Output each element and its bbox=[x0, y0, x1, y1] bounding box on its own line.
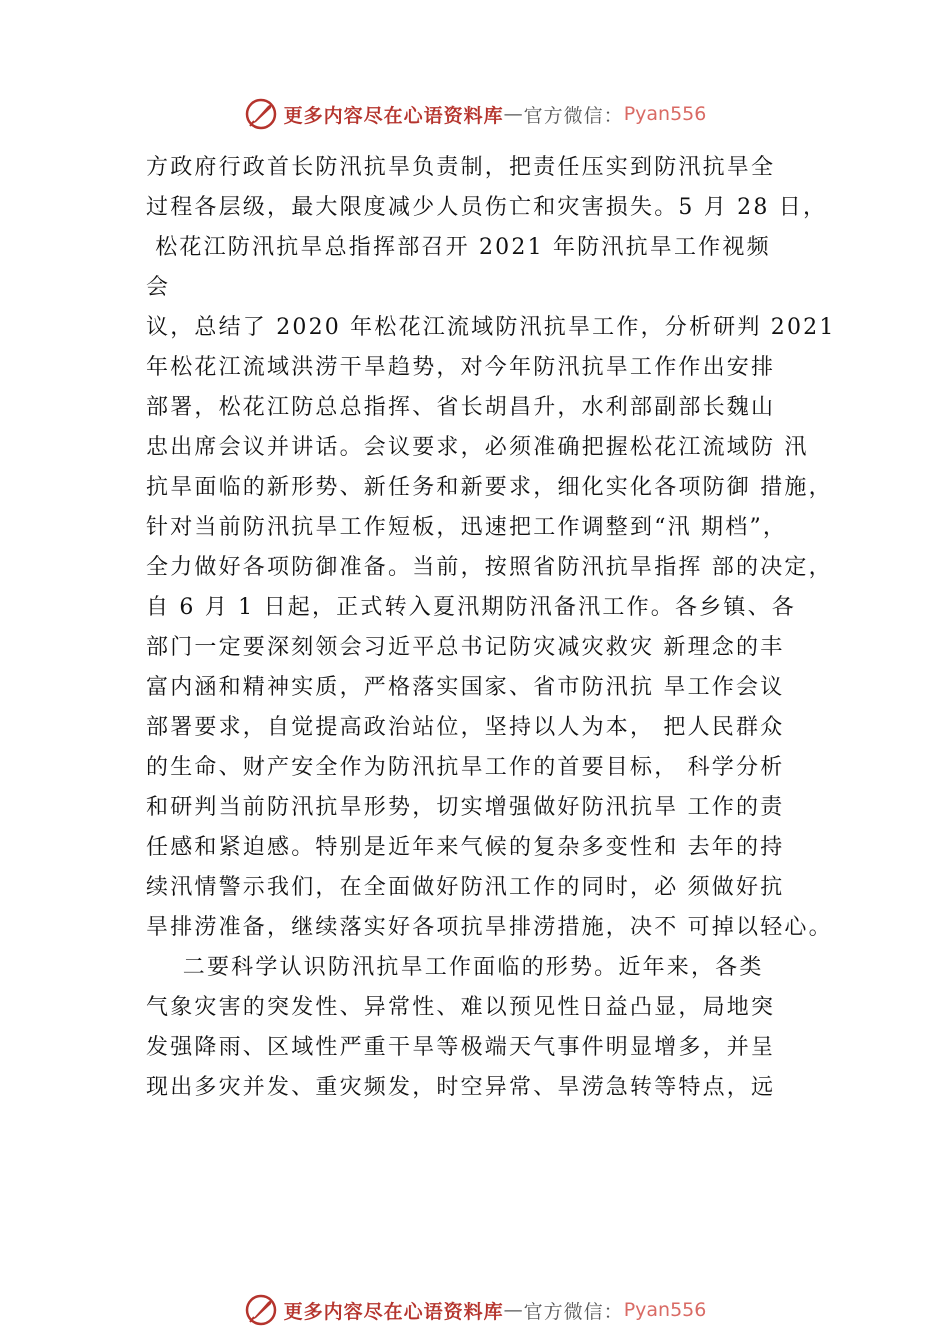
text-line: 议，总结了 2020 年松花江流域防汛抗旱工作，分析研判 2021 bbox=[146, 315, 836, 340]
header-banner bbox=[0, 94, 950, 134]
text-line: 过程各层级，最大限度减少人员伤亡和灾害损失。5 月 28 日， bbox=[146, 195, 828, 220]
text-line: 抗旱面临的新形势、新任务和新要求，细化实化各项防御 措施， bbox=[146, 475, 833, 500]
text-line: 发强降雨、区域性严重干旱等极端天气事件明显增多，并呈 bbox=[146, 1035, 776, 1060]
text-line: 旱排涝准备，继续落实好各项抗旱排涝措施，决不 可掉以轻心。 bbox=[146, 915, 833, 940]
text-line: 方政府行政首长防汛抗旱负责制，把责任压实到防汛抗旱全 bbox=[146, 155, 776, 180]
banner-official-text: 官方微信： bbox=[523, 104, 624, 127]
text-line: 二要科学认识防汛抗旱工作面临的形势。近年来，各类 bbox=[146, 955, 764, 980]
text-line: 气象灾害的突发性、异常性、难以预见性日益凸显，局地突 bbox=[146, 995, 776, 1020]
text-line: 续汛情警示我们，在全面做好防汛工作的同时，必 须做好抗 bbox=[146, 875, 785, 900]
text-line: 全力做好各项防御准备。当前，按照省防汛抗旱指挥 部的决定， bbox=[146, 555, 833, 580]
text-line: 和研判当前防汛抗旱形势，切实增强做好防汛抗旱 工作的责 bbox=[146, 795, 785, 820]
quill-circle-icon bbox=[244, 1293, 278, 1327]
text-line: 自 6 月 1 日起，正式转入夏汛期防汛备汛工作。各乡镇、各 bbox=[146, 595, 796, 620]
text-line: 任感和紧迫感。特别是近年来气候的复杂多变性和 去年的持 bbox=[146, 835, 785, 860]
text-line: 针对当前防汛抗旱工作短板，迅速把工作调整到“汛 期档”， bbox=[146, 515, 788, 540]
banner-official-text: 官方微信： bbox=[523, 1300, 624, 1323]
quill-circle-icon bbox=[244, 97, 278, 131]
document-body bbox=[146, 148, 846, 1108]
text-line: 富内涵和精神实质，严格落实国家、省市防汛抗 旱工作会议 bbox=[146, 675, 785, 700]
banner-dash: — bbox=[503, 1299, 524, 1321]
banner-site-text: 更多内容尽在心语资料库 bbox=[283, 104, 504, 127]
footer-banner bbox=[0, 1290, 950, 1330]
text-line: 松花江防汛抗旱总指挥部召开 2021 年防汛抗旱工作视频 bbox=[146, 235, 771, 260]
banner-dash: — bbox=[503, 103, 524, 125]
text-line: 部门一定要深刻领会习近平总书记防灾减灾救灾 新理念的丰 bbox=[146, 635, 785, 660]
text-line: 年松花江流域洪涝干旱趋势，对今年防汛抗旱工作作出安排 bbox=[146, 355, 776, 380]
text-line: 部署要求，自觉提高政治站位，坚持以人为本， 把人民群众 bbox=[146, 715, 785, 740]
text-line: 的生命、财产安全作为防汛抗旱工作的首要目标， 科学分析 bbox=[146, 755, 785, 780]
text-line: 会 bbox=[146, 275, 171, 300]
banner-site-text: 更多内容尽在心语资料库 bbox=[283, 1300, 504, 1323]
text-line: 忠出席会议并讲话。会议要求，必须准确把握松花江流域防 汛 bbox=[146, 435, 809, 460]
banner-wechat-id: Pyan556 bbox=[623, 1299, 707, 1321]
text-line: 部署，松花江防总总指挥、省长胡昌升，水利部副部长魏山 bbox=[146, 395, 776, 420]
text-line: 现出多灾并发、重灾频发，时空异常、旱涝急转等特点，远 bbox=[146, 1075, 776, 1100]
banner-wechat-id: Pyan556 bbox=[623, 103, 707, 125]
